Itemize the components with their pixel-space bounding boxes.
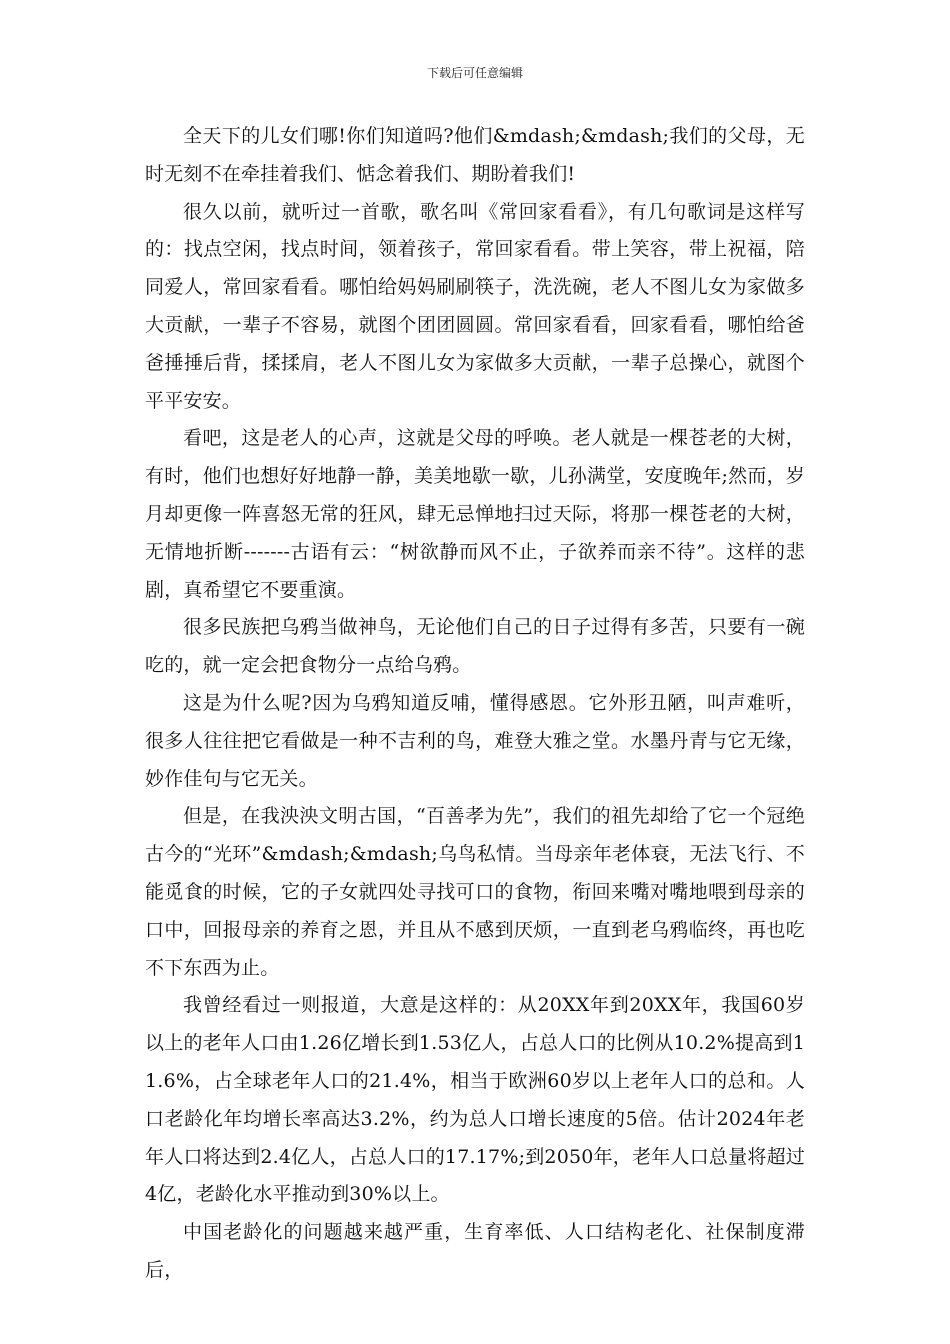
paragraph: 这是为什么呢?因为乌鸦知道反哺，懂得感恩。它外形丑陋，叫声难听，很多人往往把它看做是一种不吉利的鸟，难登大雅之堂。水墨丹青与它无缘，妙作佳句与它无关。 <box>145 691 805 790</box>
paragraph: 看吧，这是老人的心声，这就是父母的呼唤。老人就是一棵苍老的大树，有时，他们也想好好地静一静，美美地歇一歇，儿孙满堂，安度晚年;然而，岁月却更像一阵喜怒无常的狂风，肆无忌惮地扫过天际，将那一棵苍老的大树，无情地折断-------古语有云：“树欲静而风不止，子欲养而亲不待”。这样的悲剧，真希望它不要重演。 <box>145 427 805 601</box>
paragraph: 中国老龄化的问题越来越严重，生育率低、人口结构老化、社保制度滞后， <box>145 1221 805 1281</box>
document-body <box>145 118 805 1290</box>
paragraph: 很久以前，就听过一首歌，歌名叫《常回家看看》，有几句歌词是这样写的：找点空闲，找点时间，领着孩子，常回家看看。带上笑容，带上祝福，陪同爱人，常回家看看。哪怕给妈妈刷刷筷子，洗洗碗，老人不图儿女为家做多大贡献，一辈子不容易，就图个团团圆圆。常回家看看，回家看看，哪怕给爸爸捶捶后背，揉揉肩，老人不图儿女为家做多大贡献，一辈子总操心，就图个平平安安。 <box>145 200 805 412</box>
paragraph: 我曾经看过一则报道，大意是这样的：从20XX年到20XX年，我国60岁以上的老年人口由1.26亿增长到1.53亿人，占总人口的比例从10.2%提高到11.6%，占全球老年人口的21.4%，相当于欧洲60岁以上老年人口的总和。人口老龄化年均增长率高达3.2%，约为总人口增长速度的5倍。估计2024年老年人口将达到2.4亿人，占总人口的17.17%;到2050年，老年人口总量将超过4亿，老龄化水平推动到30%以上。 <box>145 994 805 1206</box>
page-header: 下载后可任意编辑 <box>426 66 523 80</box>
paragraph: 全天下的儿女们哪!你们知道吗?他们&mdash;&mdash;我们的父母，无时无刻不在牵挂着我们、惦念着我们、期盼着我们! <box>145 125 805 185</box>
paragraph: 很多民族把乌鸦当做神鸟，无论他们自己的日子过得有多苦，只要有一碗吃的，就一定会把食物分一点给乌鸦。 <box>145 616 805 677</box>
paragraph: 但是，在我泱泱文明古国，“百善孝为先”，我们的祖先却给了它一个冠绝古今的“光环”&mdash;&mdash;乌鸟私情。当母亲年老体衰，无法飞行、不能觅食的时候，它的子女就四处寻找可口的食物，衔回来嘴对嘴地喂到母亲的口中，回报母亲的养育之恩，并且从不感到厌烦，一直到老乌鸦临终，再也吃不下东西为止。 <box>145 805 805 979</box>
